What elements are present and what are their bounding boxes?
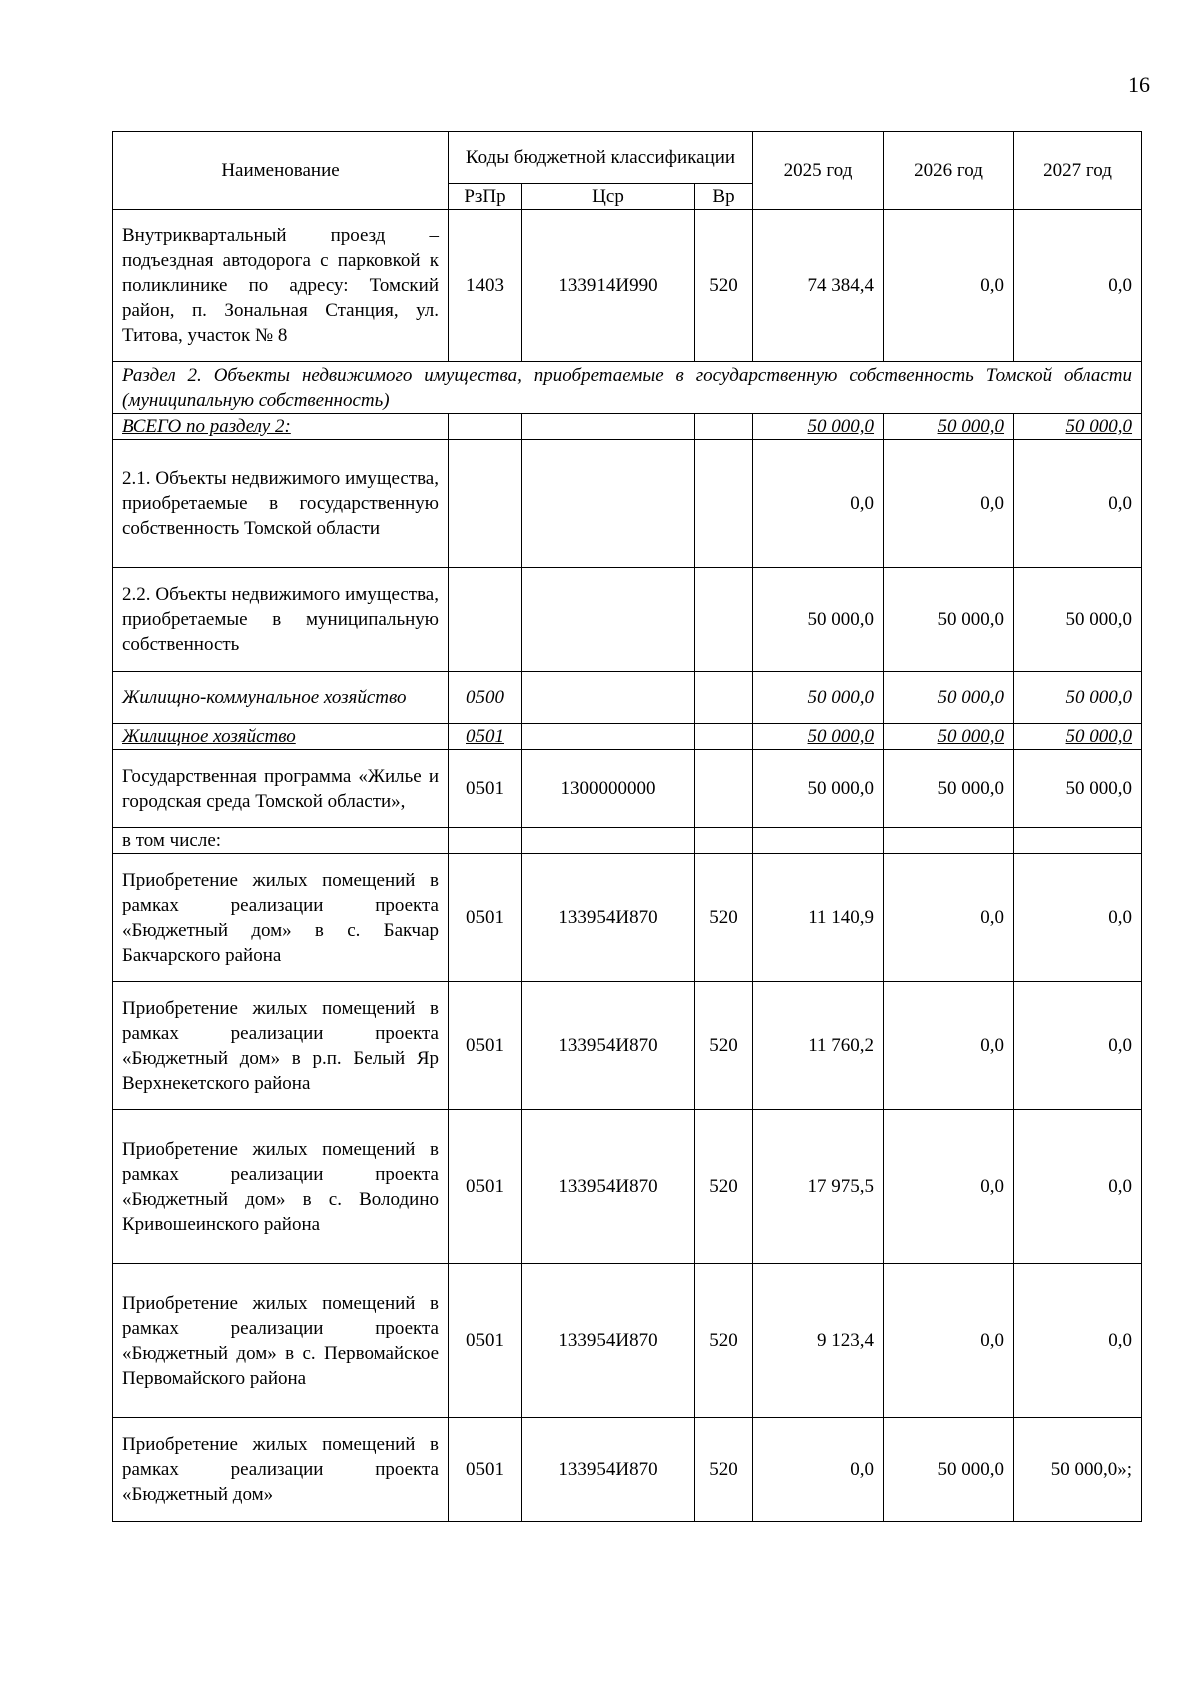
row-csr: 133954И870 xyxy=(522,1110,695,1264)
row-rzpr xyxy=(449,440,522,568)
table-row xyxy=(113,750,1142,828)
row-2025: 50 000,0 xyxy=(753,724,884,750)
row-2026: 50 000,0 xyxy=(884,1418,1014,1522)
row-rzpr xyxy=(449,828,522,854)
row-2027: 0,0 xyxy=(1014,854,1142,982)
row-name: Жилищно-коммунальное хозяйство xyxy=(113,672,449,724)
row-2025: 11 760,2 xyxy=(753,982,884,1110)
row-name: в том числе: xyxy=(113,828,449,854)
row-name: Приобретение жилых помещений в рамках реализации проекта «Бюджетный дом» в с. Первомайское Первомайского района xyxy=(113,1264,449,1418)
table-row xyxy=(113,854,1142,982)
row-vr xyxy=(695,828,753,854)
row-name: Приобретение жилых помещений в рамках реализации проекта «Бюджетный дом» в с. Бакчар Бакчарского района xyxy=(113,854,449,982)
row-csr: 133954И870 xyxy=(522,1264,695,1418)
row-vr xyxy=(695,672,753,724)
row-2025: 50 000,0 xyxy=(753,414,884,440)
row-rzpr: 0501 xyxy=(449,1110,522,1264)
row-2027: 0,0 xyxy=(1014,1264,1142,1418)
row-csr: 1300000000 xyxy=(522,750,695,828)
row-csr: 133954И870 xyxy=(522,854,695,982)
table-row xyxy=(113,440,1142,568)
table-row xyxy=(113,1418,1142,1522)
table-row xyxy=(113,828,1142,854)
row-rzpr: 1403 xyxy=(449,210,522,362)
header-vr: Вр xyxy=(695,184,753,210)
section-row xyxy=(113,362,1142,414)
row-rzpr: 0500 xyxy=(449,672,522,724)
row-csr xyxy=(522,724,695,750)
row-2026: 0,0 xyxy=(884,1110,1014,1264)
header-name: Наименование xyxy=(113,132,449,210)
budget-table xyxy=(112,131,1142,1522)
row-2025 xyxy=(753,828,884,854)
row-2025: 11 140,9 xyxy=(753,854,884,982)
table-row xyxy=(113,672,1142,724)
row-csr xyxy=(522,568,695,672)
page-number: 16 xyxy=(1128,72,1150,97)
row-csr xyxy=(522,672,695,724)
row-2025: 9 123,4 xyxy=(753,1264,884,1418)
row-2027: 50 000,0 xyxy=(1014,414,1142,440)
row-name: Жилищное хозяйство xyxy=(113,724,449,750)
table-row xyxy=(113,1110,1142,1264)
row-vr: 520 xyxy=(695,210,753,362)
row-2025: 0,0 xyxy=(753,1418,884,1522)
row-vr: 520 xyxy=(695,1418,753,1522)
row-2026: 50 000,0 xyxy=(884,568,1014,672)
row-csr: 133914И990 xyxy=(522,210,695,362)
row-2025: 74 384,4 xyxy=(753,210,884,362)
row-2025: 50 000,0 xyxy=(753,672,884,724)
row-name: 2.1. Объекты недвижимого имущества, приобретаемые в государственную собственность Томской области xyxy=(113,440,449,568)
row-vr xyxy=(695,440,753,568)
row-vr xyxy=(695,750,753,828)
header-2026: 2026 год xyxy=(884,132,1014,210)
row-2027: 0,0 xyxy=(1014,440,1142,568)
row-2027: 50 000,0 xyxy=(1014,672,1142,724)
row-2026: 0,0 xyxy=(884,440,1014,568)
row-rzpr: 0501 xyxy=(449,1418,522,1522)
header-2027: 2027 год xyxy=(1014,132,1142,210)
row-2025: 50 000,0 xyxy=(753,568,884,672)
row-rzpr: 0501 xyxy=(449,854,522,982)
row-rzpr: 0501 xyxy=(449,750,522,828)
row-rzpr xyxy=(449,568,522,672)
header-csr: Цср xyxy=(522,184,695,210)
row-vr xyxy=(695,568,753,672)
section-title: Раздел 2. Объекты недвижимого имущества, приобретаемые в государственную собственность Томской области (муниципальную собственность) xyxy=(113,362,1142,414)
row-2027: 0,0 xyxy=(1014,982,1142,1110)
row-csr xyxy=(522,828,695,854)
row-2026: 0,0 xyxy=(884,210,1014,362)
table-row xyxy=(113,982,1142,1110)
row-2026: 0,0 xyxy=(884,854,1014,982)
table-row xyxy=(113,414,1142,440)
row-2027: 0,0 xyxy=(1014,210,1142,362)
row-2026: 0,0 xyxy=(884,1264,1014,1418)
row-name: Внутриквартальный проезд – подъездная автодорога с парковкой к поликлинике по адресу: Томский район, п. Зональная Станция, ул. Титова, участок № 8 xyxy=(113,210,449,362)
row-2026: 50 000,0 xyxy=(884,724,1014,750)
row-csr: 133954И870 xyxy=(522,1418,695,1522)
row-vr: 520 xyxy=(695,1264,753,1418)
row-name: ВСЕГО по разделу 2: xyxy=(113,414,449,440)
header-2025: 2025 год xyxy=(753,132,884,210)
row-2027: 50 000,0 xyxy=(1014,750,1142,828)
row-name: Приобретение жилых помещений в рамках реализации проекта «Бюджетный дом» xyxy=(113,1418,449,1522)
row-2027: 50 000,0»; xyxy=(1014,1418,1142,1522)
row-rzpr xyxy=(449,414,522,440)
table-row xyxy=(113,568,1142,672)
row-2025: 50 000,0 xyxy=(753,750,884,828)
row-name: Государственная программа «Жилье и городская среда Томской области», xyxy=(113,750,449,828)
row-rzpr: 0501 xyxy=(449,982,522,1110)
row-vr: 520 xyxy=(695,982,753,1110)
row-csr xyxy=(522,414,695,440)
row-2026: 50 000,0 xyxy=(884,750,1014,828)
row-name: Приобретение жилых помещений в рамках реализации проекта «Бюджетный дом» в р.п. Белый Яр Верхнекетского района xyxy=(113,982,449,1110)
row-vr xyxy=(695,724,753,750)
row-2027: 50 000,0 xyxy=(1014,724,1142,750)
header-rzpr: РзПр xyxy=(449,184,522,210)
row-vr xyxy=(695,414,753,440)
row-csr: 133954И870 xyxy=(522,982,695,1110)
row-2026 xyxy=(884,828,1014,854)
row-2027: 0,0 xyxy=(1014,1110,1142,1264)
row-2026: 0,0 xyxy=(884,982,1014,1110)
header-codes: Коды бюджетной классификации xyxy=(449,132,753,184)
row-2027: 50 000,0 xyxy=(1014,568,1142,672)
row-vr: 520 xyxy=(695,854,753,982)
row-2027 xyxy=(1014,828,1142,854)
row-name: 2.2. Объекты недвижимого имущества, приобретаемые в муниципальную собственность xyxy=(113,568,449,672)
table-row xyxy=(113,724,1142,750)
row-rzpr: 0501 xyxy=(449,724,522,750)
row-name: Приобретение жилых помещений в рамках реализации проекта «Бюджетный дом» в с. Володино Кривошеинского района xyxy=(113,1110,449,1264)
row-2026: 50 000,0 xyxy=(884,672,1014,724)
table-row xyxy=(113,210,1142,362)
row-rzpr: 0501 xyxy=(449,1264,522,1418)
row-2025: 17 975,5 xyxy=(753,1110,884,1264)
row-2026: 50 000,0 xyxy=(884,414,1014,440)
row-vr: 520 xyxy=(695,1110,753,1264)
row-csr xyxy=(522,440,695,568)
row-2025: 0,0 xyxy=(753,440,884,568)
table-row xyxy=(113,1264,1142,1418)
